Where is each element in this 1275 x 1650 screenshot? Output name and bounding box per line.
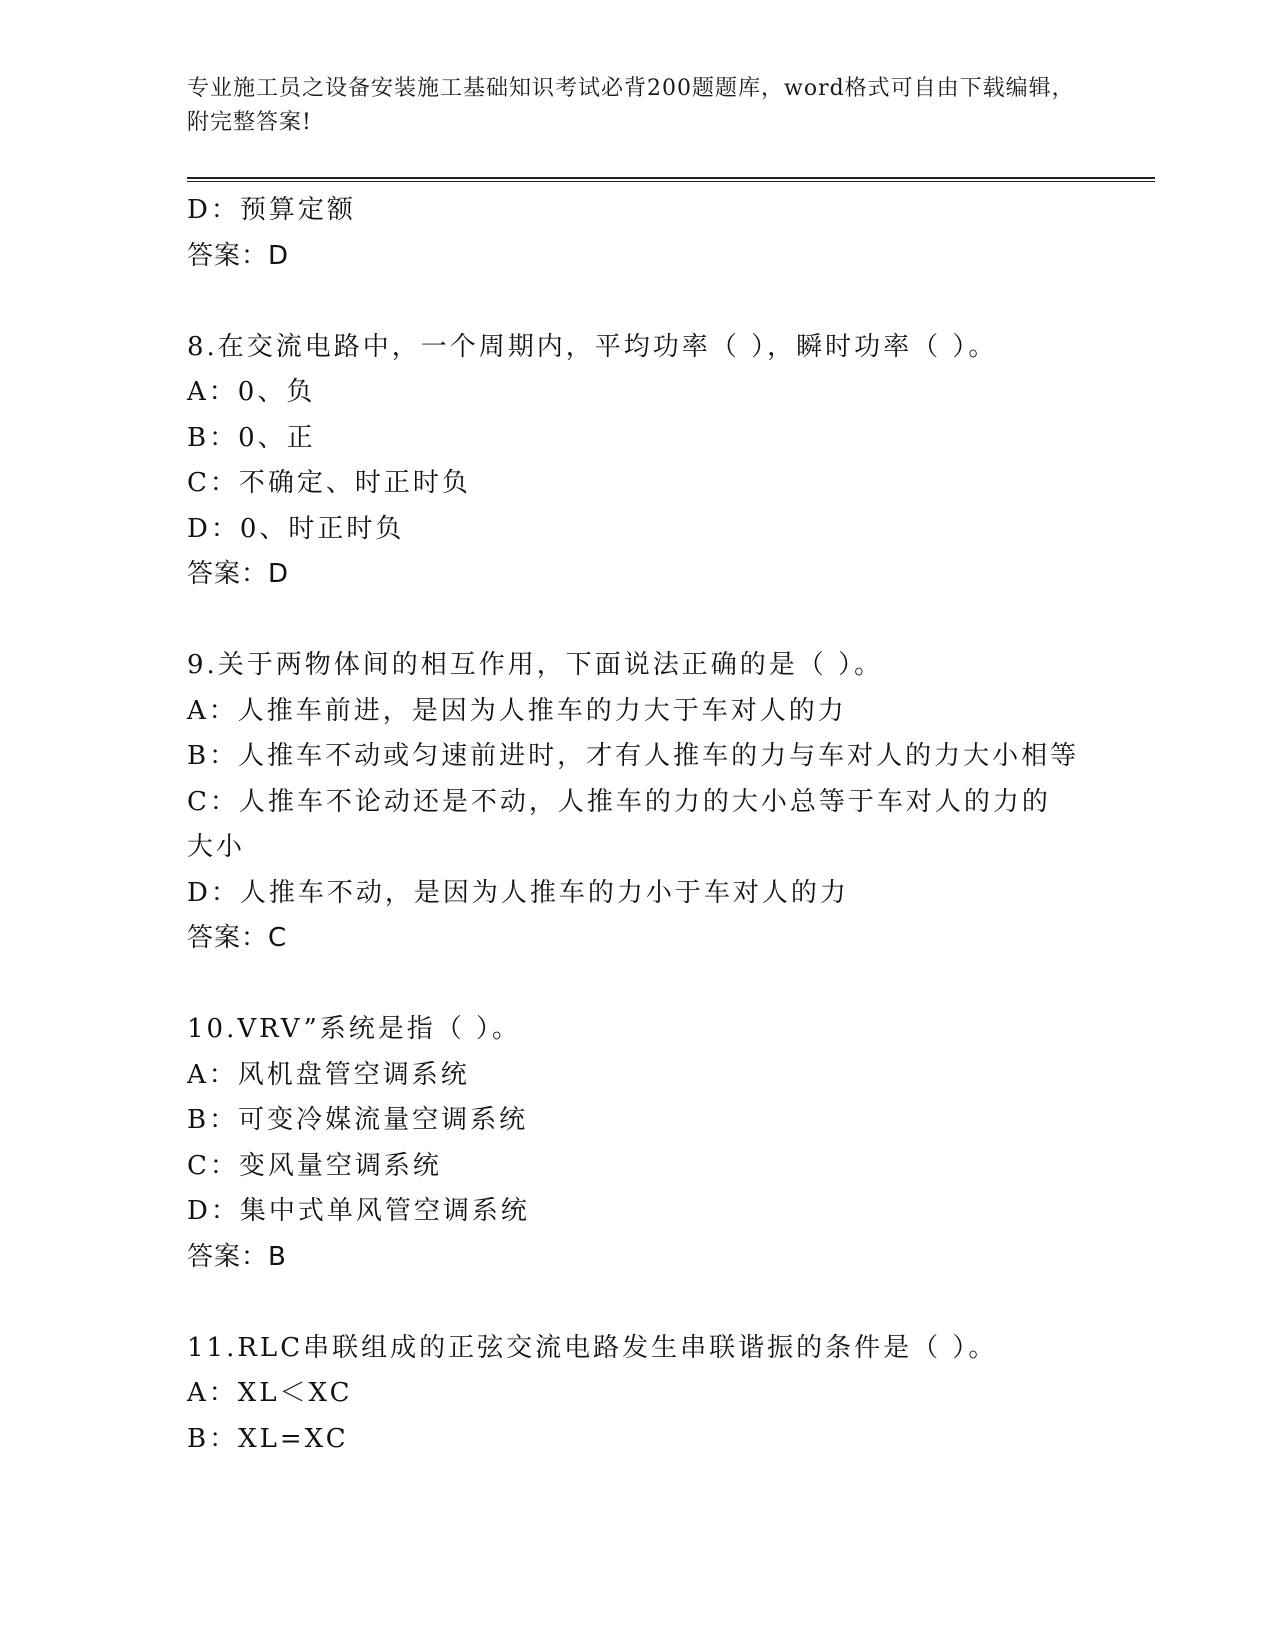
option-c: C：不确定、时正时负 [187, 468, 471, 498]
document-body [187, 188, 1155, 1462]
answer: 答案：C [187, 923, 288, 953]
spacer [187, 1280, 1155, 1326]
question-11 [187, 1326, 1155, 1463]
option-d-previous: D：预算定额 [187, 195, 356, 225]
option-b: B：XL=XC [187, 1423, 349, 1454]
option-b: B：人推车不动或匀速前进时，才有人推车的力与车对人的力大小相等 [187, 741, 1080, 771]
option-b: B：0、正 [187, 422, 316, 453]
option-a: A：风机盘管空调系统 [187, 1059, 470, 1090]
question-title: 11.RLC串联组成的正弦交流电路发生串联谐振的条件是（ ）。 [187, 1332, 998, 1363]
question-8 [187, 325, 1155, 598]
option-a: A：0、负 [187, 377, 316, 407]
question-10 [187, 1007, 1155, 1280]
answer-previous: 答案：D [187, 240, 290, 271]
answer: 答案：D [187, 559, 290, 589]
answer: 答案：B [187, 1241, 287, 1272]
spacer [187, 962, 1155, 1008]
option-d: D：人推车不动，是因为人推车的力小于车对人的力 [187, 877, 849, 908]
question-title: 8.在交流电路中，一个周期内，平均功率（ ），瞬时功率（ ）。 [187, 331, 998, 362]
option-b: B：可变冷媒流量空调系统 [187, 1105, 529, 1135]
header-divider [187, 177, 1155, 182]
question-title: 9.关于两物体间的相互作用，下面说法正确的是（ ）。 [187, 650, 884, 680]
question-9 [187, 643, 1155, 962]
option-d: D：0、时正时负 [187, 513, 405, 544]
document-header: 专业施工员之设备安装施工基础知识考试必背200题题库，word格式可自由下载编辑，附完整答案! [187, 76, 1075, 135]
option-c: C：人推车不论动还是不动，人推车的力的大小总等于车对人的力的大小 [187, 786, 1051, 862]
option-a: A：人推车前进，是因为人推车的力大于车对人的力 [187, 695, 847, 726]
option-d: D：集中式单风管空调系统 [187, 1196, 530, 1226]
option-c: C：变风量空调系统 [187, 1150, 442, 1181]
spacer [187, 598, 1155, 644]
spacer [187, 279, 1155, 325]
question-title: 10.VRV”系统是指（ ）。 [187, 1014, 522, 1044]
option-a: A：XL＜XC [187, 1378, 353, 1408]
